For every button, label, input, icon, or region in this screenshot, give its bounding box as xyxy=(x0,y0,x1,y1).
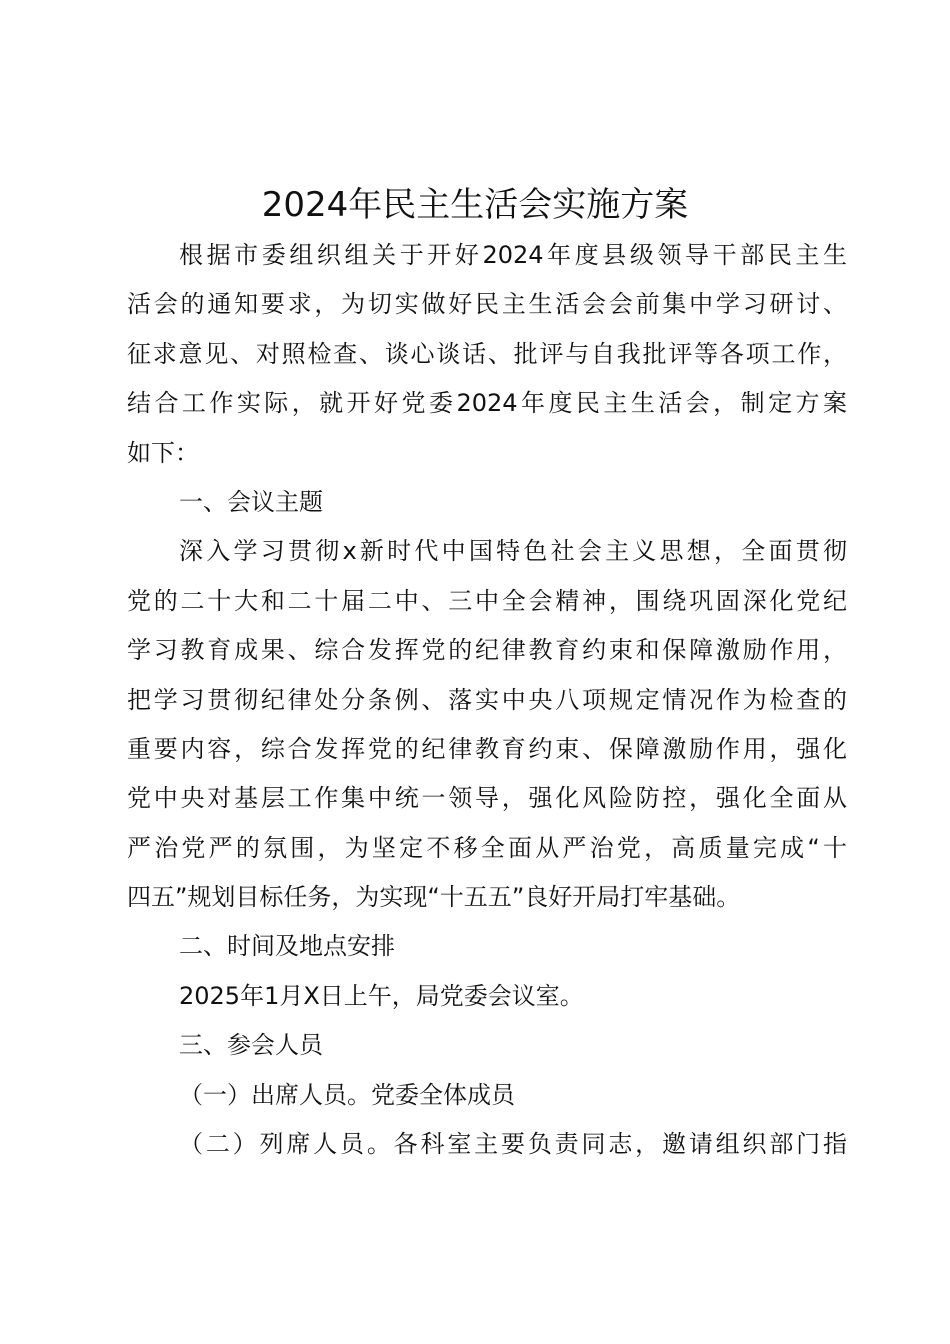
body-line: 重要内容，综合发挥党的纪律教育约束、保障激励作用，强化 xyxy=(127,734,847,763)
body-line: （二）列席人员。各科室主要负责同志，邀请组织部门指 xyxy=(179,1130,847,1159)
body-line: 2025年1月X日上午，局党委会议室。 xyxy=(179,981,584,1010)
section-heading: 二、时间及地点安排 xyxy=(179,932,395,961)
body-line: 四五”规划目标任务，为实现“十五五”良好开局打牢基础。 xyxy=(127,883,741,912)
body-line: 结合工作实际，就开好党委2024年度民主生活会，制定方案 xyxy=(127,389,847,418)
body-line: 严治党严的氛围，为坚定不移全面从严治党，高质量完成“十 xyxy=(127,833,847,862)
body-line: 把学习贯彻纪律处分条例、落实中央八项规定情况作为检查的 xyxy=(127,685,847,714)
body-line: 活会的通知要求，为切实做好民主生活会会前集中学习研讨、 xyxy=(127,290,847,319)
body-line: 根据市委组织组关于开好2024年度县级领导干部民主生 xyxy=(179,241,847,269)
body-line: 如下： xyxy=(127,438,199,467)
section-heading: 三、参会人员 xyxy=(179,1031,323,1060)
body-line: 党中央对基层工作集中统一领导，强化风险防控，强化全面从 xyxy=(127,784,847,813)
body-line: 党的二十大和二十届二中、三中全会精神，围绕巩固深化党纪 xyxy=(127,586,847,615)
body-line: 学习教育成果、综合发挥党的纪律教育约束和保障激励作用， xyxy=(127,636,847,665)
body-line: 征求意见、对照检查、谈心谈话、批评与自我批评等各项工作， xyxy=(127,339,847,368)
body-line: 深入学习贯彻x新时代中国特色社会主义思想，全面贯彻 xyxy=(179,537,847,566)
document-title: 2024年民主生活会实施方案 xyxy=(261,185,689,225)
document-body xyxy=(127,231,847,1169)
section-heading: 一、会议主题 xyxy=(179,487,323,516)
body-line: （一）出席人员。党委全体成员 xyxy=(179,1080,515,1109)
